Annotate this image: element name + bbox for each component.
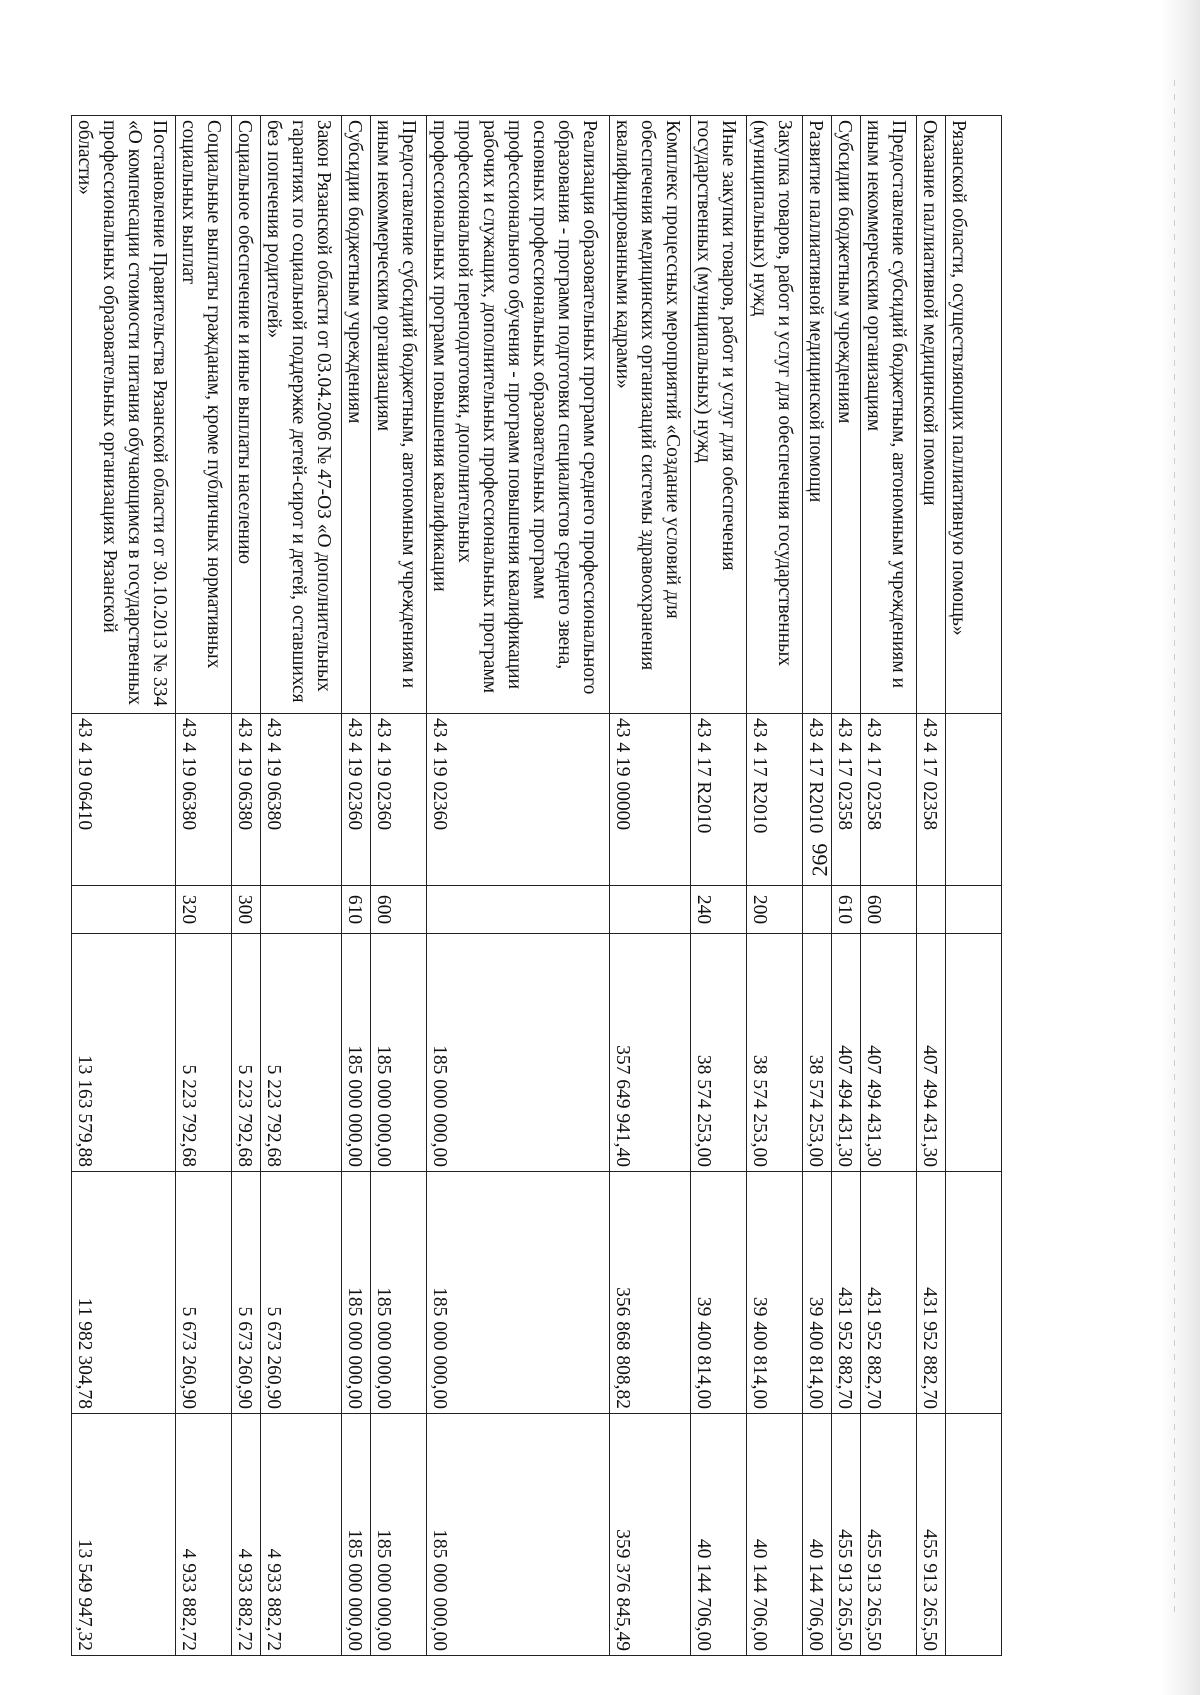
cell-vr (610, 886, 691, 934)
cell-value-3: 40 144 706,00 (691, 1414, 747, 1656)
cell-name: Закон Рязанской области от 03.04.2006 № 47-ОЗ «О дополнительных гарантиях по социальной поддержке детей-сирот и детей, оставшихся без попечения родителей» (261, 116, 342, 714)
cell-value-1: 357 649 941,40 (610, 934, 691, 1172)
cell-value-1: 38 574 253,00 (803, 934, 832, 1172)
cell-value-3: 40 144 706,00 (803, 1414, 832, 1656)
cell-value-2: 431 952 882,70 (832, 1172, 861, 1414)
budget-table-body (72, 116, 1002, 1656)
cell-code: 43 4 17 02358 (832, 714, 861, 886)
cell-name: Развитие паллиативной медицинской помощи (803, 116, 832, 714)
cell-name: Постановление Правительства Рязанской области от 30.10.2013 № 334 «О компенсации стоимости питания обучающимся в государственных профессиональных образовательных организациях Рязанской области» (72, 116, 176, 714)
table-row (427, 116, 610, 1656)
cell-value-1: 407 494 431,30 (861, 934, 917, 1172)
table-row (861, 116, 917, 1656)
cell-name: Предоставление субсидий бюджетным, автономным учреждениям и иным некоммерческим организациям (861, 116, 917, 714)
cell-name: Комплекс процессных мероприятий «Создание условий для обеспечения медицинских организаций системы здравоохранения квалифицированными кадрами» (610, 116, 691, 714)
cell-value-2: 11 982 304,78 (72, 1172, 176, 1414)
cell-code: 43 4 17 02358 (917, 714, 946, 886)
cell-vr (946, 886, 1002, 934)
cell-name: Субсидии бюджетным учреждениям (832, 116, 861, 714)
cell-value-3: 40 144 706,00 (747, 1414, 803, 1656)
cell-name: Оказание паллиативной медицинской помощи (917, 116, 946, 714)
cell-value-2: 431 952 882,70 (917, 1172, 946, 1414)
cell-value-2 (946, 1172, 1002, 1414)
cell-value-3: 4 933 882,72 (176, 1414, 232, 1656)
table-row (747, 116, 803, 1656)
cell-value-3: 455 913 265,50 (832, 1414, 861, 1656)
cell-code (946, 714, 1002, 886)
cell-value-2: 39 400 814,00 (747, 1172, 803, 1414)
cell-value-2: 185 000 000,00 (427, 1172, 610, 1414)
cell-vr: 300 (232, 886, 261, 934)
cell-value-1: 185 000 000,00 (427, 934, 610, 1172)
cell-code: 43 4 19 06380 (261, 714, 342, 886)
cell-vr: 610 (832, 886, 861, 934)
cell-code: 43 4 17 02358 (861, 714, 917, 886)
table-row (72, 116, 176, 1656)
cell-value-2: 185 000 000,00 (342, 1172, 371, 1414)
cell-vr (261, 886, 342, 934)
cell-vr: 200 (747, 886, 803, 934)
cell-code: 43 4 17 R2010 (803, 714, 832, 886)
cell-value-2: 39 400 814,00 (803, 1172, 832, 1414)
cell-name: Закупка товаров, работ и услуг для обеспечения государственных (муниципальных) нужд (747, 116, 803, 714)
table-row (691, 116, 747, 1656)
cell-vr: 240 (691, 886, 747, 934)
cell-name: Иные закупки товаров, работ и услуг для обеспечения государственных (муниципальных) нужд (691, 116, 747, 714)
cell-value-1: 185 000 000,00 (342, 934, 371, 1172)
scan-edge-artifact (1160, 0, 1200, 1695)
table-row (803, 116, 832, 1656)
rotated-sheet (74, 115, 1002, 1655)
cell-name: Социальные выплаты гражданам, кроме публичных нормативных социальных выплат (176, 116, 232, 714)
cell-value-3 (946, 1414, 1002, 1656)
cell-value-1: 407 494 431,30 (917, 934, 946, 1172)
cell-value-3: 13 549 947,32 (72, 1414, 176, 1656)
table-row (946, 116, 1002, 1656)
table-row (232, 116, 261, 1656)
cell-value-1 (946, 934, 1002, 1172)
cell-value-1: 5 223 792,68 (261, 934, 342, 1172)
cell-value-2: 431 952 882,70 (861, 1172, 917, 1414)
cell-value-3: 4 933 882,72 (232, 1414, 261, 1656)
cell-value-3: 455 913 265,50 (861, 1414, 917, 1656)
table-row (371, 116, 427, 1656)
table-row (261, 116, 342, 1656)
cell-value-1: 5 223 792,68 (232, 934, 261, 1172)
cell-vr (427, 886, 610, 934)
cell-vr (72, 886, 176, 934)
cell-value-3: 185 000 000,00 (427, 1414, 610, 1656)
cell-value-1: 38 574 253,00 (691, 934, 747, 1172)
budget-table (71, 115, 1002, 1656)
cell-name: Реализация образовательных программ среднего профессионального образования - программ подготовки специалистов среднего звена, основных профессиональных образовательных программ профессионального обучения - программ повышения квалификации рабочих и служащих, дополнительных профессиональных программ профессиональной переподготовки, дополнительных профессиональных программ повышения квалификации (427, 116, 610, 714)
cell-vr (917, 886, 946, 934)
cell-code: 43 4 19 06380 (232, 714, 261, 886)
cell-vr: 610 (342, 886, 371, 934)
cell-value-2: 39 400 814,00 (691, 1172, 747, 1414)
cell-name: Социальное обеспечение и иные выплаты населению (232, 116, 261, 714)
cell-value-2: 5 673 260,90 (232, 1172, 261, 1414)
cell-code: 43 4 17 R2010 (747, 714, 803, 886)
cell-value-1: 38 574 253,00 (747, 934, 803, 1172)
cell-value-1: 13 163 579,88 (72, 934, 176, 1172)
cell-name: Предоставление субсидий бюджетным, автономным учреждениям и иным некоммерческим организациям (371, 116, 427, 714)
page-number: 266 (807, 843, 832, 877)
cell-value-2: 356 868 808,82 (610, 1172, 691, 1414)
cell-vr: 320 (176, 886, 232, 934)
cell-code: 43 4 19 00000 (610, 714, 691, 886)
cell-vr (803, 886, 832, 934)
table-row (176, 116, 232, 1656)
cell-vr: 600 (861, 886, 917, 934)
table-row (832, 116, 861, 1656)
cell-value-3: 185 000 000,00 (342, 1414, 371, 1656)
cell-code: 43 4 19 06410 (72, 714, 176, 886)
cell-value-3: 359 376 845,49 (610, 1414, 691, 1656)
cell-code: 43 4 19 02360 (427, 714, 610, 886)
cell-value-3: 185 000 000,00 (371, 1414, 427, 1656)
cell-name: Рязанской области, осуществляющих паллиативную помощь» (946, 116, 1002, 714)
cell-value-1: 185 000 000,00 (371, 934, 427, 1172)
cell-value-3: 4 933 882,72 (261, 1414, 342, 1656)
cell-value-1: 407 494 431,30 (832, 934, 861, 1172)
cell-code: 43 4 19 06380 (176, 714, 232, 886)
cell-value-1: 5 223 792,68 (176, 934, 232, 1172)
table-row (610, 116, 691, 1656)
cell-code: 43 4 17 R2010 (691, 714, 747, 886)
cell-value-2: 5 673 260,90 (261, 1172, 342, 1414)
cell-vr: 600 (371, 886, 427, 934)
cell-code: 43 4 19 02360 (371, 714, 427, 886)
cell-name: Субсидии бюджетным учреждениям (342, 116, 371, 714)
cell-value-3: 455 913 265,50 (917, 1414, 946, 1656)
cell-value-2: 5 673 260,90 (176, 1172, 232, 1414)
table-row (917, 116, 946, 1656)
cell-code: 43 4 19 02360 (342, 714, 371, 886)
table-row (342, 116, 371, 1656)
cell-value-2: 185 000 000,00 (371, 1172, 427, 1414)
